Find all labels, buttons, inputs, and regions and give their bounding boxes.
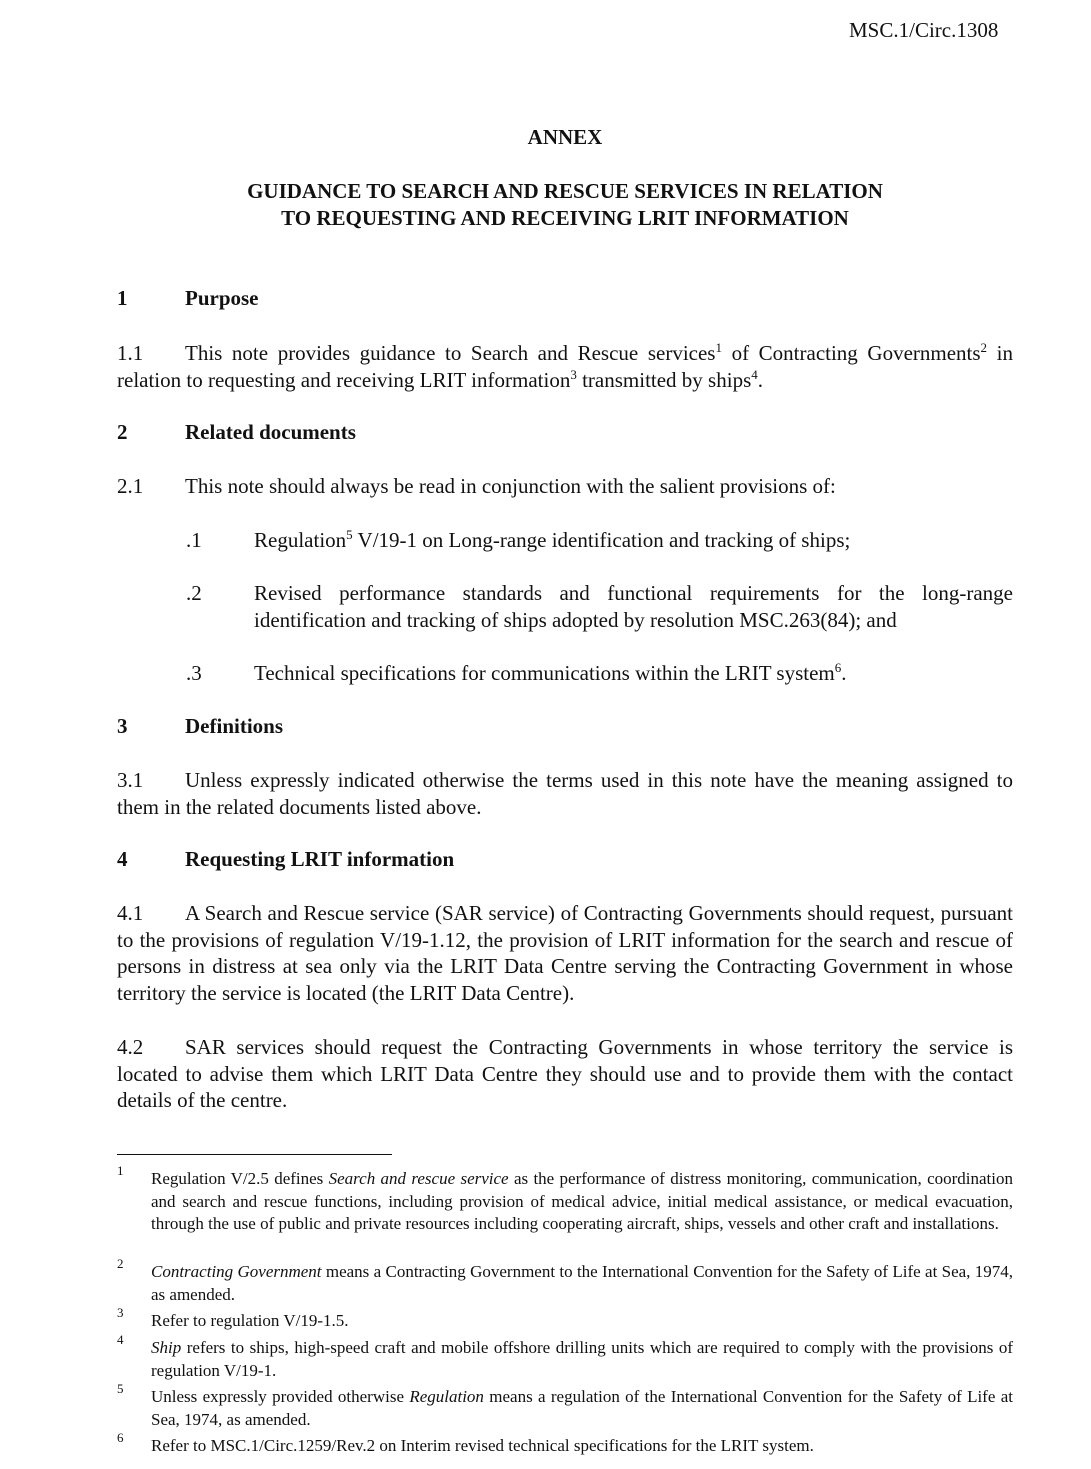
- section-number: 1: [117, 286, 128, 310]
- title-line-2: TO REQUESTING AND RECEIVING LRIT INFORMATION: [281, 206, 849, 230]
- footnote-term: Contracting Government: [151, 1262, 322, 1281]
- paragraph-text: Unless expressly indicated otherwise the terms used in this note have the meaning assigned to them in the related documents listed above.: [117, 768, 1013, 819]
- paragraph-text: This note provides guidance to Search and Rescue services: [185, 341, 716, 365]
- paragraph-text: A Search and Rescue service (SAR service) of Contracting Governments should request, pursuant to the provisions of regulation V/19-1.12, the provision of LRIT information for the search and rescue of persons in distress at sea only via the LRIT Data Centre serving the Contracting Government in whose territory the service is located (the LRIT Data Centre).: [117, 901, 1013, 1005]
- footnote-text: Refer to MSC.1/Circ.1259/Rev.2 on Interim revised technical specifications for the LRIT system.: [151, 1436, 814, 1455]
- paragraph-3-1: [117, 767, 1013, 820]
- footnote-ref[interactable]: 2: [980, 340, 988, 355]
- annex-heading: ANNEX: [527, 125, 603, 149]
- footnote-6: [117, 1430, 1013, 1458]
- item-number: .2: [186, 581, 202, 605]
- footnote-1: [117, 1163, 1013, 1236]
- list-item-3: [186, 660, 1013, 687]
- footnote-number: 1: [117, 1163, 124, 1178]
- document-reference: MSC.1/Circ.1308: [849, 18, 999, 42]
- paragraph-4-1: [117, 900, 1013, 1006]
- footnote-separator: [117, 1154, 392, 1155]
- item-text-part: V/19-1 on Long-range identification and tracking of ships;: [352, 528, 851, 552]
- section-title: Related documents: [185, 420, 356, 444]
- title-line-1: GUIDANCE TO SEARCH AND RESCUE SERVICES IN RELATION: [247, 179, 883, 203]
- footnote-text: [151, 1386, 1013, 1431]
- paragraph-text: .: [757, 367, 763, 392]
- item-text: [254, 527, 1013, 554]
- section-number: 4: [117, 847, 128, 871]
- item-text-part: .: [841, 661, 847, 685]
- footnote-text-part: Regulation V/2.5 defines: [151, 1169, 329, 1188]
- paragraph-number: 3.1: [117, 768, 144, 792]
- footnote-4: [117, 1332, 1013, 1382]
- footnote-text: [151, 1168, 1013, 1236]
- item-text-part: Regulation: [254, 528, 347, 552]
- section-heading-related-documents: [117, 420, 356, 445]
- item-text: [254, 660, 1013, 687]
- list-item-2: [186, 580, 1013, 633]
- footnote-number: 3: [117, 1305, 124, 1320]
- paragraph-number: 4.2: [117, 1035, 144, 1059]
- paragraph-text: SAR services should request the Contracting Governments in whose territory the service is located to advise them which LRIT Data Centre they should use and to provide them with the contact details of the centre.: [117, 1035, 1013, 1113]
- paragraph-text: transmitted by ships: [576, 367, 752, 392]
- item-number: .1: [186, 528, 202, 552]
- footnote-text-part: as the performance of distress monitoring, communication, coordination and search and rescue functions, including provision of medical advice, initial medical assistance, or medical evacuation, through the use of public and private resources including cooperating aircraft, ships, vessels and other craft and installations.: [151, 1169, 1013, 1234]
- section-number: 3: [117, 714, 128, 738]
- paragraph-number: 2.1: [117, 474, 144, 498]
- item-text-part: Technical specifications for communications within the LRIT system: [254, 661, 835, 685]
- footnote-number: 5: [117, 1381, 124, 1396]
- paragraph-text: of Contracting Governments: [721, 341, 981, 365]
- paragraph-number: 1.1: [117, 341, 144, 365]
- section-title: Purpose: [185, 286, 259, 310]
- footnote-2: [117, 1256, 1013, 1306]
- paragraph-text: in relation to requesting and receiving LRIT information: [117, 341, 1013, 392]
- footnote-text-part: means a Contracting Government to the International Convention for the Safety of Life at Sea, 1974, as amended.: [151, 1262, 1013, 1304]
- footnote-text: Refer to regulation V/19-1.5.: [151, 1311, 349, 1330]
- section-heading-definitions: [117, 714, 283, 739]
- footnote-term: Search and rescue service: [328, 1169, 509, 1188]
- section-number: 2: [117, 420, 128, 444]
- section-heading-requesting-lrit: [117, 847, 454, 872]
- footnote-ref[interactable]: 6: [834, 660, 842, 675]
- footnote-number: 2: [117, 1256, 124, 1271]
- paragraph-1-1: [117, 340, 1013, 393]
- footnote-3: [117, 1305, 1013, 1333]
- footnote-5: [117, 1381, 1013, 1431]
- list-item-1: [186, 527, 1013, 554]
- footnote-number: 4: [117, 1332, 124, 1347]
- item-number: .3: [186, 661, 202, 685]
- footnote-text: [151, 1337, 1013, 1382]
- footnote-number: 6: [117, 1430, 124, 1445]
- item-text: Revised performance standards and functional requirements for the long-range identification and tracking of ships adopted by resolution MSC.263(84); and: [254, 581, 1013, 632]
- section-title: Requesting LRIT information: [185, 847, 455, 871]
- paragraph-text: This note should always be read in conjunction with the salient provisions of:: [185, 474, 836, 498]
- document-title: [0, 178, 1091, 232]
- footnote-ref[interactable]: 3: [570, 366, 577, 382]
- footnote-term: Regulation: [409, 1387, 484, 1406]
- section-title: Definitions: [185, 714, 284, 738]
- footnote-text: [151, 1261, 1013, 1306]
- footnote-ref[interactable]: 4: [751, 366, 758, 382]
- footnote-ref[interactable]: 1: [715, 340, 722, 355]
- paragraph-4-2: [117, 1034, 1013, 1114]
- footnote-text-part: means a regulation of the International Convention for the Safety of Life at Sea, 1974, as amended.: [151, 1387, 1013, 1429]
- footnote-text-part: refers to ships, high-speed craft and mobile offshore drilling units which are required to comply with the provisions of regulation V/19-1.: [151, 1338, 1013, 1380]
- section-heading-purpose: [117, 286, 259, 311]
- footnote-text-part: Unless expressly provided otherwise: [151, 1387, 410, 1406]
- paragraph-number: 4.1: [117, 901, 144, 925]
- footnote-term: Ship: [151, 1338, 182, 1357]
- paragraph-2-1: [117, 473, 1013, 500]
- footnote-ref[interactable]: 5: [346, 527, 353, 542]
